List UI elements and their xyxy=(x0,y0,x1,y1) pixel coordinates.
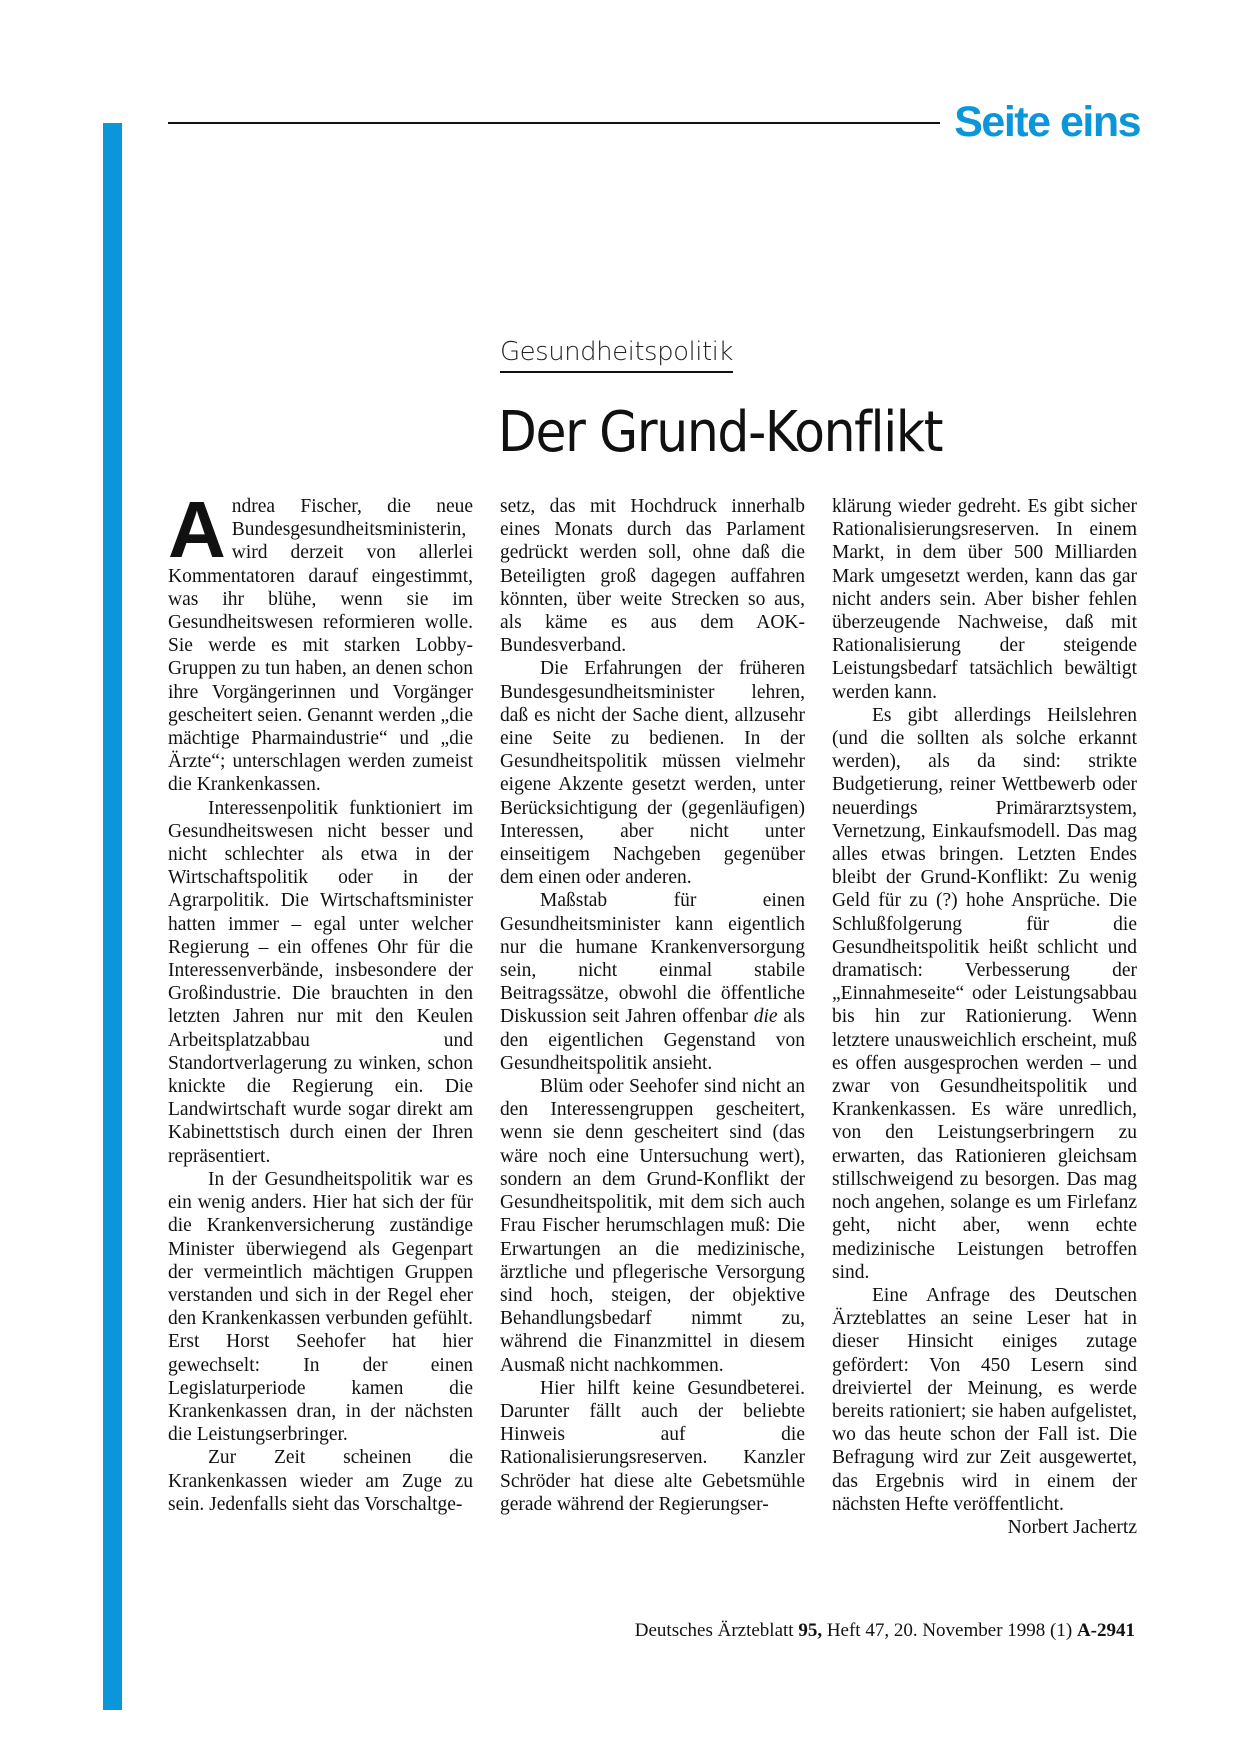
journal-name: Deutsches Ärzteblatt xyxy=(634,1620,794,1641)
paragraph: setz, das mit Hochdruck innerhalb eines Monats durch das Parlament gedrückt werden soll, ohne daß die Beteiligten groß dagegen auffahren könnten, über weite Strecken so aus, als käme es aus dem AOK-Bundesverband. xyxy=(500,496,805,657)
article-column-2 xyxy=(500,495,805,1516)
paragraph: Es gibt allerdings Heilslehren (und die sollten als solche erkannt werden), als da sind: strikte Budgetierung, reiner Wettbewerb oder neuerdings Primärarztsystem, Vernetzung, Einkaufsmodell. Das mag alles etwas bringen. Letzten Endes bleibt der Grund-Konflikt: Zu wenig Geld für zu (?) hohe Ansprüche. Die Schlußfolgerung für die Gesundheitspolitik heißt schlicht und dramatisch: Verbesserung der „Einnahmeseite“ oder Leistungsabbau bis hin zur Rationierung. Wenn letztere unausweichlich erscheint, muß es offen ausgesprochen werden – und zwar von Gesundheitspolitik und Krankenkassen. Es wäre unredlich, von den Leistungserbringern zu erwarten, das Rationieren gleichsam stillschweigend zu besorgen. Das mag noch angehen, solange es um Firlefanz geht, nicht aber, wenn echte medizinische Leistungen betroffen sind. xyxy=(832,704,1137,1283)
section-label: Seite eins xyxy=(954,98,1140,146)
paragraph xyxy=(500,889,805,1075)
header-rule xyxy=(168,122,940,124)
paragraph xyxy=(832,1284,1137,1538)
article-headline: Der Grund-Konflikt xyxy=(498,400,943,465)
paragraph xyxy=(168,485,473,797)
paragraph: Zur Zeit scheinen die Krankenkassen wieder am Zuge zu sein. Jedenfalls sieht das Vorschaltge- xyxy=(168,1447,473,1515)
accent-side-bar xyxy=(103,123,122,1710)
paragraph: klärung wieder gedreht. Es gibt sicher Rationalisierungsreserven. In einem Markt, in dem über 500 Milliarden Mark umgesetzt werden, kann das gar nicht anders sein. Aber bisher fehlen überzeugende Nachweise, daß mit Rationalisierung der steigende Leistungsbedarf tatsächlich bewältigt werden kann. xyxy=(832,496,1137,703)
page-footer xyxy=(635,1620,1135,1642)
paragraph: Die Erfahrungen der früheren Bundesgesundheitsminister lehren, daß es nicht der Sache dient, allzusehr eine Seite zu bedienen. In der Gesundheitspolitik müssen vielmehr eigene Akzente gesetzt werden, unter Berücksichtigung der (gegenläufigen) Interessen, aber nicht unter einseitigem Nachgeben gegenüber dem einen oder anderen. xyxy=(500,658,805,889)
emphasis: die xyxy=(753,1006,778,1028)
article-column-1 xyxy=(168,485,473,1516)
drop-cap: A xyxy=(168,485,226,574)
author-name: Norbert Jachertz xyxy=(1007,1516,1137,1538)
paragraph: Blüm oder Seehofer sind nicht an den Interessengruppen gescheitert, wenn sie denn gescheitert sind (das wäre noch eine Untersuchung wert), sondern an dem Grund-Konflikt der Gesundheitspolitik, mit dem sich auch Frau Fischer herumschlagen muß: Die Erwartungen an die medizinische, ärztliche und pflegerische Versorgung sind hoch, steigen, der objektive Behandlungsbedarf nimmt zu, während die Finanzmittel in diesem Ausmaß nicht nachkommen. xyxy=(500,1076,805,1376)
issue-date: Heft 47, 20. November 1998 (1) xyxy=(826,1620,1073,1641)
paragraph: Hier hilft keine Gesundbeterei. Darunter fällt auch der beliebte Hinweis auf die Rationalisierungsreserven. Kanzler Schröder hat diese alte Gebetsmühle gerade während der Regierungser- xyxy=(500,1377,805,1515)
paragraph-text: Eine Anfrage des Deutschen Ärzteblattes an seine Leser hat in dieser Hinsicht einiges zutage gefördert: Von 450 Lesern sind dreiviertel der Meinung, es werde bereits rationiert; sie haben aufgelistet, wo das heute schon der Fall ist. Die Befragung wird zur Zeit ausgewertet, das Ergebnis wird in einem der nächsten Hefte veröffentlicht. xyxy=(832,1284,1137,1515)
article-column-3 xyxy=(832,495,1137,1539)
paragraph-text: als den eigentlichen Gegenstand von Gesundheitspolitik ansieht. xyxy=(500,1006,806,1074)
paragraph: Interessenpolitik funktioniert im Gesundheitswesen nicht besser und nicht schlechter als etwa in der Wirtschaftspolitik oder in der Agrarpolitik. Die Wirtschaftsminister hatten immer – egal unter welcher Regierung – ein offenes Ohr für die Interessenverbände, insbesondere der Großindustrie. Die brauchten in den letzten Jahren nur mit den Keulen Arbeitsplatzabbau und Standortverlagerung zu winken, schon knickte die Regierung ein. Die Landwirtschaft wurde sogar direkt am Kabinettstisch durch einen der Ihren repräsentiert. xyxy=(168,797,473,1167)
article-rubric: Gesundheitspolitik xyxy=(500,335,733,373)
paragraph-text: Maßstab für einen Gesundheitsminister kann eigentlich nur die humane Krankenversorgung sein, nicht einmal stabile Beitragssätze, obwohl die öffentliche Diskussion seit Jahren offenbar xyxy=(500,890,805,1028)
paragraph: In der Gesundheitspolitik war es ein wenig anders. Hier hat sich der für die Krankenversicherung zuständige Minister überwiegend als Gegenpart der vermeintlich mächtigen Gruppen verstanden und sich in der Regel eher den Krankenkassen verbunden gefühlt. Erst Horst Seehofer hat hier gewechselt: In der einen Legislaturperiode kamen die Krankenkassen dran, in der nächsten die Leistungserbringer. xyxy=(168,1168,473,1446)
page-number: A-2941 xyxy=(1076,1620,1135,1641)
journal-volume: 95, xyxy=(798,1620,823,1641)
paragraph-text: ndrea Fischer, die neue Bundesgesundheitsministerin, wird derzeit von allerlei Kommentatoren darauf eingestimmt, was ihr blühe, wenn sie im Gesundheitswesen reformieren wolle. Sie werde es mit starken Lobby-Gruppen zu tun haben, an denen schon ihre Vorgängerinnen und Vorgänger gescheitert seien. Genannt werden „die mächtige Pharmaindustrie“ und „die Ärzte“; unterschlagen werden zumeist die Krankenkassen. xyxy=(168,496,473,796)
